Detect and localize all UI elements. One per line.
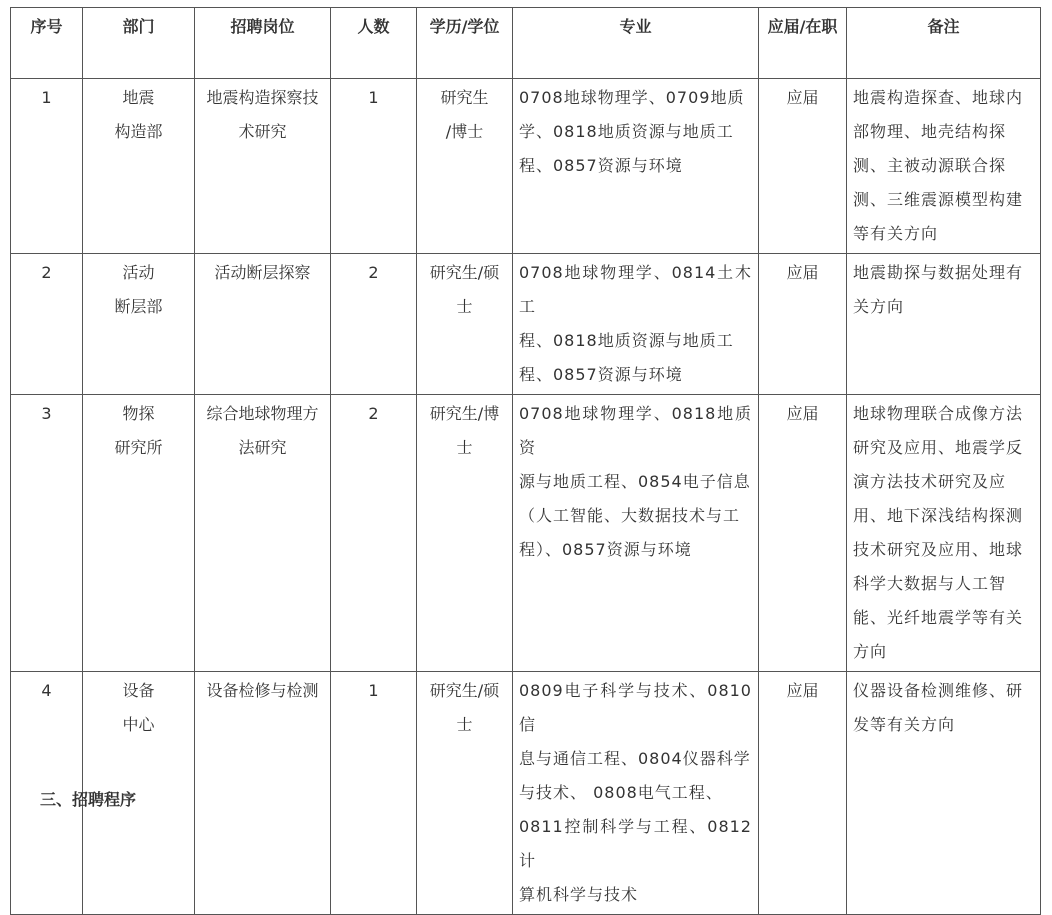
cell-count: 2 [331, 395, 417, 672]
cell-major-line: 0708地球物理学、0709地质 [519, 88, 745, 107]
cell-no: 2 [11, 254, 83, 395]
cell-position-line: 活动断层探察 [214, 263, 311, 282]
cell-major [513, 395, 759, 672]
cell-major [513, 79, 759, 254]
cell-note-line: 部物理、地壳结构探 [853, 122, 1007, 141]
cell-major-line: 程、0857资源与环境 [519, 365, 683, 384]
cell-position [195, 254, 331, 395]
cell-major-line: 0708地球物理学、0814土木工 [519, 263, 752, 316]
cell-dept [83, 79, 195, 254]
cell-position-line: 综合地球物理方 [206, 404, 319, 423]
cell-note-line: 仪器设备检测维修、研 [853, 681, 1024, 700]
cell-count: 1 [331, 79, 417, 254]
cell-degree-line: 研究生/硕 [429, 681, 500, 700]
cell-note-line: 地球物理联合成像方法 [853, 404, 1024, 423]
header-note: 备注 [847, 8, 1041, 79]
cell-note-line: 等有关方向 [853, 224, 939, 243]
cell-degree [417, 395, 513, 672]
cell-degree [417, 254, 513, 395]
cell-dept-line: 研究所 [114, 438, 163, 457]
header-count: 人数 [331, 8, 417, 79]
cell-note-line: 地震勘探与数据处理有 [853, 263, 1024, 282]
cell-major-line: 0811控制科学与工程、0812计 [519, 817, 752, 870]
cell-position [195, 79, 331, 254]
cell-major [513, 672, 759, 915]
header-no: 序号 [11, 8, 83, 79]
cell-note-line: 研究及应用、地震学反 [853, 438, 1024, 457]
cell-count: 2 [331, 254, 417, 395]
cell-degree-line: 研究生/硕 [429, 263, 500, 282]
cell-degree-line: 研究生/博 [429, 404, 500, 423]
table-row [11, 254, 1041, 395]
cell-degree-line: 士 [456, 715, 473, 734]
cell-major-line: 息与通信工程、0804仪器科学 [519, 749, 751, 768]
cell-dept-line: 活动 [122, 263, 155, 282]
cell-count: 1 [331, 672, 417, 915]
cell-note [847, 254, 1041, 395]
cell-note-line: 技术研究及应用、地球 [853, 540, 1024, 559]
cell-major-line: 程、0818地质资源与地质工 [519, 331, 734, 350]
cell-major-line: 学、0818地质资源与地质工 [519, 122, 734, 141]
cell-note-line: 发等有关方向 [853, 715, 956, 734]
cell-position-line: 术研究 [238, 122, 287, 141]
cell-note [847, 672, 1041, 915]
cell-no: 3 [11, 395, 83, 672]
cell-major [513, 254, 759, 395]
header-dept: 部门 [83, 8, 195, 79]
cell-no: 4 [11, 672, 83, 915]
cell-dept-line: 物探 [122, 404, 155, 423]
cell-major-line: 与技术、 0808电气工程、 [519, 783, 723, 802]
cell-position-line: 设备检修与检测 [206, 681, 319, 700]
cell-major-line: 0708地球物理学、0818地质资 [519, 404, 752, 457]
table-row [11, 395, 1041, 672]
cell-position-line: 地震构造探察技 [206, 88, 319, 107]
cell-no: 1 [11, 79, 83, 254]
cell-note-line: 测、三维震源模型构建 [853, 190, 1024, 209]
cell-note-line: 地震构造探查、地球内 [853, 88, 1024, 107]
cell-major-line: 源与地质工程、0854电子信息 [519, 472, 751, 491]
cell-major-line: 程、0857资源与环境 [519, 156, 683, 175]
cell-degree [417, 672, 513, 915]
cell-note-line: 科学大数据与人工智 [853, 574, 1007, 593]
cell-status: 应届 [759, 79, 847, 254]
cell-note-line: 能、光纤地震学等有关 [853, 608, 1024, 627]
cell-note-line: 关方向 [853, 297, 905, 316]
cell-dept-line: 构造部 [114, 122, 163, 141]
table-row [11, 672, 1041, 915]
cell-major-line: 算机科学与技术 [519, 885, 639, 904]
cell-degree-line: 研究生 [440, 88, 489, 107]
table-row [11, 79, 1041, 254]
cell-degree-line: 士 [456, 297, 473, 316]
cell-dept-line: 断层部 [114, 297, 163, 316]
cell-position-line: 法研究 [238, 438, 287, 457]
cell-degree-line: 士 [456, 438, 473, 457]
header-status: 应届/在职 [759, 8, 847, 79]
cell-note-line: 用、地下深浅结构探测 [853, 506, 1024, 525]
cell-major-line: （人工智能、大数据技术与工 [519, 506, 741, 525]
cell-note-line: 方向 [853, 642, 888, 661]
recruitment-table [10, 7, 1041, 915]
cell-status: 应届 [759, 672, 847, 915]
header-position: 招聘岗位 [195, 8, 331, 79]
cell-note [847, 79, 1041, 254]
cell-note-line: 演方法技术研究及应 [853, 472, 1007, 491]
cell-dept [83, 395, 195, 672]
section-heading: 三、招聘程序 [40, 790, 137, 809]
header-degree: 学历/学位 [417, 8, 513, 79]
cell-dept-line: 中心 [122, 715, 155, 734]
cell-dept-line: 设备 [122, 681, 155, 700]
cell-note-line: 测、主被动源联合探 [853, 156, 1007, 175]
cell-position [195, 395, 331, 672]
cell-degree [417, 79, 513, 254]
cell-position [195, 672, 331, 915]
cell-dept [83, 254, 195, 395]
cell-major-line: 程）、0857资源与环境 [519, 540, 692, 559]
cell-status: 应届 [759, 395, 847, 672]
cell-note [847, 395, 1041, 672]
header-row [11, 8, 1041, 79]
header-major: 专业 [513, 8, 759, 79]
cell-major-line: 0809电子科学与技术、0810信 [519, 681, 752, 734]
cell-degree-line: /博士 [445, 122, 484, 141]
cell-dept-line: 地震 [122, 88, 155, 107]
cell-status: 应届 [759, 254, 847, 395]
